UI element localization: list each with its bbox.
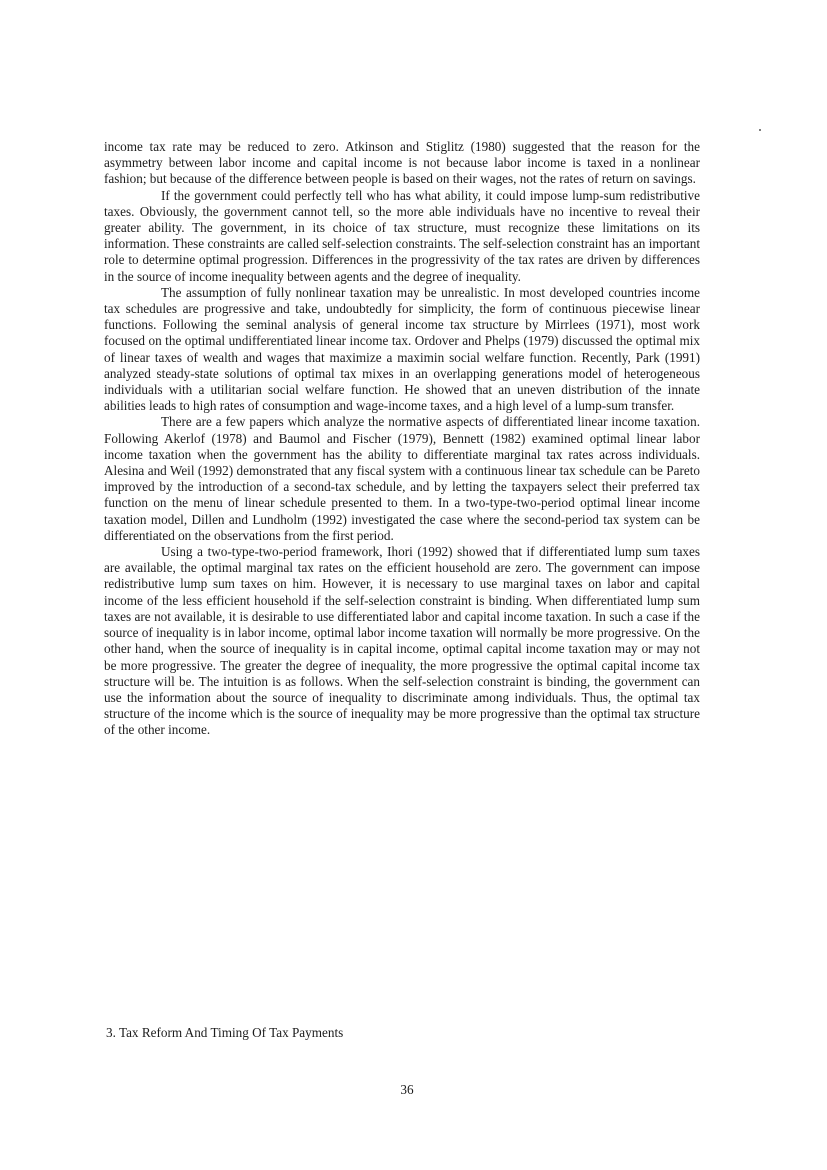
body-text (104, 139, 700, 739)
paragraph-2: If the government could perfectly tell who has what ability, it could impose lump-sum redistributive taxes. Obviously, the government cannot tell, so the more able individuals have no incentive to reveal their greater ability. The government, in its choice of tax structure, must recognize these limitations on its information. These constraints are called self-selection constraints. The self-selection constraint has an important role to determine optimal progression. Differences in the progressivity of the tax rates are driven by differences in the source of income inequality between agents and the degree of inequality. (104, 187, 700, 284)
paragraph-3: The assumption of fully nonlinear taxation may be unrealistic. In most developed countries income tax schedules are progressive and take, undoubtedly for simplicity, the form of continuous piecewise linear functions. Following the seminal analysis of general income tax structure by Mirrlees (1971), most work focused on the optimal undifferentiated linear income tax. Ordover and Phelps (1979) discussed the optimal mix of linear taxes of wealth and wages that maximize a maximin social welfare function. Recently, Park (1991) analyzed steady-state solutions of optimal tax mixes in an overlapping generations model of heterogeneous individuals with a utilitarian social welfare function. He showed that an uneven distribution of the innate abilities leads to high rates of consumption and wage-income taxes, and a high level of a lump-sum transfer. (104, 284, 700, 414)
page-number: 36 (400, 1082, 414, 1097)
paragraph-4: There are a few papers which analyze the normative aspects of differentiated linear income taxation. Following Akerlof (1978) and Baumol and Fischer (1979), Bennett (1982) examined optimal linear labor income taxation when the government has the ability to differentiate marginal tax rates across individuals. Alesina and Weil (1992) demonstrated that any fiscal system with a continuous linear tax schedule can be Pareto improved by the introduction of a second-tax schedule, and by letting the taxpayers select their preferred tax function on the menu of linear schedule presented to them. In a two-type-two-period optimal linear income taxation model, Dillen and Lundholm (1992) investigated the case where the second-period tax system can be differentiated on the observations from the first period. (104, 414, 700, 543)
paragraph-5: Using a two-type-two-period framework, Ihori (1992) showed that if differentiated lump sum taxes are available, the optimal marginal tax rates on the efficient household are zero. The government can impose redistributive lump sum taxes on him. However, it is necessary to use marginal taxes on labor and capital income of the less efficient household if the self-selection constraint is binding. When differentiated lump sum taxes are not available, it is desirable to use differentiated labor and capital income taxation. In such a case if the source of inequality is in labor income, optimal labor income taxation will normally be more progressive. On the other hand, when the source of inequality is in capital income, optimal capital income taxation may or may not be more progressive. The greater the degree of inequality, the more progressive the optimal capital income tax structure will be. The intuition is as follows. When the self-selection constraint is binding, the government can use the information about the source of inequality to discriminate among individuals. Thus, the optimal tax structure of the income which is the source of inequality may be more progressive than the optimal tax structure of the other income. (104, 544, 700, 738)
scan-speck (759, 129, 761, 131)
paragraph-1: income tax rate may be reduced to zero. Atkinson and Stiglitz (1980) suggested that the reason for the asymmetry between labor income and capital income is not because labor income is taxed in a nonlinear fashion; but because of the difference between people is based on their wages, not the rates of return on savings. (104, 139, 700, 187)
section-heading: 3. Tax Reform And Timing Of Tax Payments (106, 1025, 344, 1040)
